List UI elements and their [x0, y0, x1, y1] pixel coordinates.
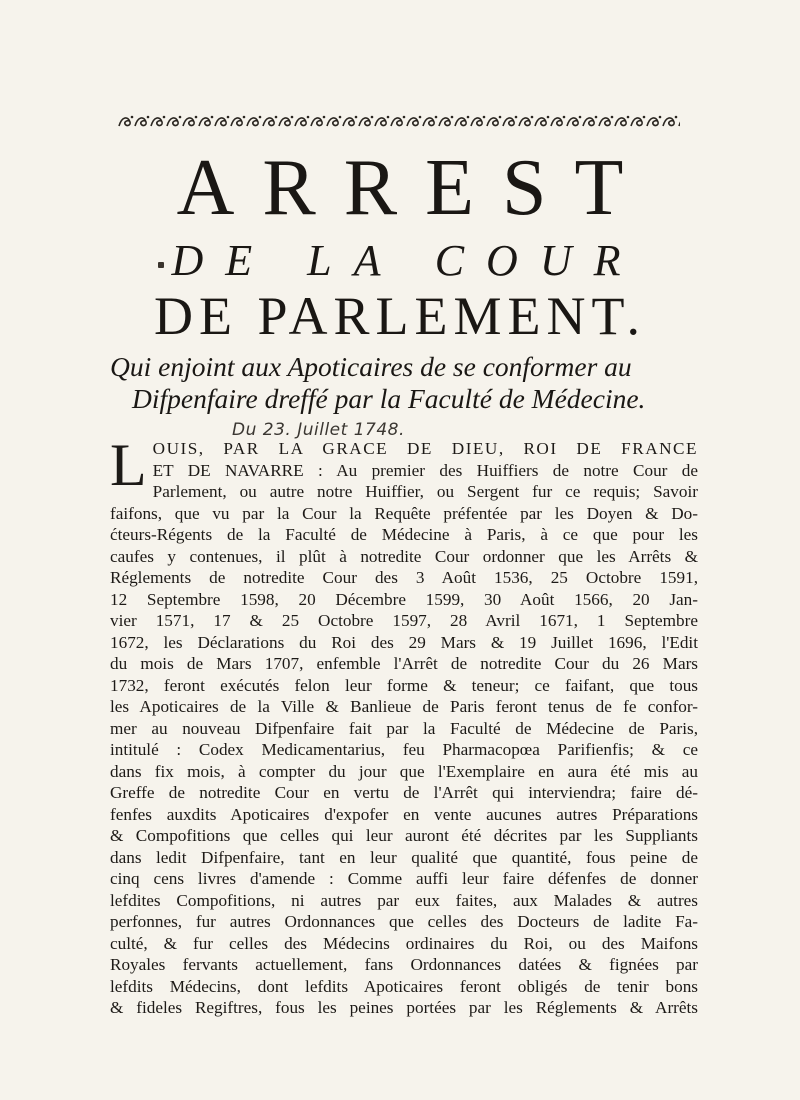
- body-line: ET DE NAVARRE : Au premier des Huiffiers de notre Cour de: [152, 460, 698, 480]
- body-line: fenfes auxdits Apoticaires d'expofer en vente aucunes autres Préparations: [110, 804, 698, 824]
- body-line: lefdites Compofitions, ni autres par eux faites, aux Malades & autres: [110, 890, 698, 910]
- body-line: Parlement, ou autre notre Huiffier, ou Sergent fur ce requis; Savoir: [152, 482, 698, 501]
- body-line: vier 1571, 17 & 25 Octobre 1597, 28 Avril 1671, 1 Septembre: [110, 611, 698, 630]
- body-line: 1672, les Déclarations du Roi des 29 Mars & 19 Juillet 1696, l'Edit: [110, 632, 698, 652]
- body-line: dans ledit Difpenfaire, tant en leur qualité que quantité, fous peine de: [110, 847, 698, 867]
- body-line: mer au nouveau Difpenfaire fait par la Faculté de Médecine de Paris,: [110, 718, 698, 738]
- summary-line-1: Qui enjoint aux Apoticaires de se conformer au: [110, 351, 632, 382]
- drop-cap: L: [110, 432, 147, 498]
- body-line: OUIS, PAR LA GRACE DE DIEU, ROI DE FRANCE: [152, 439, 698, 458]
- body-line: culté, & fur celles des Médecins ordinaires du Roi, ou des Maifons: [110, 933, 698, 953]
- body-text: [110, 432, 698, 1019]
- bullet-mark: [158, 262, 164, 268]
- body-line: 12 Septembre 1598, 20 Décembre 1599, 30 Août 1566, 20 Jan-: [110, 589, 698, 609]
- body-line: 1732, feront exécutés felon leur forme & teneur; ce faifant, que tous: [110, 675, 698, 695]
- summary-line-2: Difpenfaire dreffé par la Faculté de Médecine.: [132, 383, 646, 414]
- body-line: les Apoticaires de la Ville & Banlieue de Paris feront tenus de fe confor-: [110, 697, 698, 716]
- handwritten-date-note: Du 23. Juillet 1748.: [232, 420, 405, 440]
- title-de-la-cour-text: DE LA COUR: [171, 236, 643, 285]
- body-line: Greffe de notredite Cour en vertu de l'Arrêt qui interviendra; faire dé-: [110, 783, 698, 802]
- title-de-parlement: DE PARLEMENT.: [153, 286, 647, 346]
- body-line: ćteurs-Régents de la Faculté de Médecine à Paris, à ce que pour les: [110, 525, 698, 544]
- title-arrest: ARREST: [176, 144, 652, 232]
- body-line: cinq cens livres d'amende : Comme auffi leur faire défenfes de donner: [110, 869, 698, 888]
- body-line: dans fix mois, à compter du jour que l'Exemplaire en aura été mis au: [110, 761, 698, 781]
- decorative-border-ornament: [118, 112, 680, 130]
- title-de-la-cour: [120, 236, 680, 286]
- body-line: du mois de Mars 1707, enfemble l'Arrêt de notredite Cour du 26 Mars: [110, 654, 698, 673]
- body-line: & Compofitions que celles qui leur auront été décrites par les Suppliants: [110, 826, 698, 845]
- body-line: caufes y contenues, il plût à notredite Cour ordonner que les Arrêts &: [110, 546, 698, 566]
- body-line: Royales fervants actuellement, fans Ordonnances datées & fignées par: [110, 955, 698, 974]
- body-line: lefdits Médecins, dont lefdits Apoticaires feront obligés de tenir bons: [110, 976, 698, 996]
- body-line: & fideles Regiftres, fous les peines portées par les Réglements & Arrêts: [110, 998, 698, 1017]
- body-line: intitulé : Codex Medicamentarius, feu Pharmacopœa Parifienfis; & ce: [110, 740, 698, 759]
- body-line: perfonnes, fur autres Ordonnances que celles des Docteurs de ladite Fa-: [110, 912, 698, 931]
- body-line: faifons, que vu par la Cour la Requête préfentée par les Doyen & Do-: [110, 503, 698, 523]
- body-line: Réglements de notredite Cour des 3 Août 1536, 25 Octobre 1591,: [110, 568, 698, 587]
- summary: [110, 351, 700, 415]
